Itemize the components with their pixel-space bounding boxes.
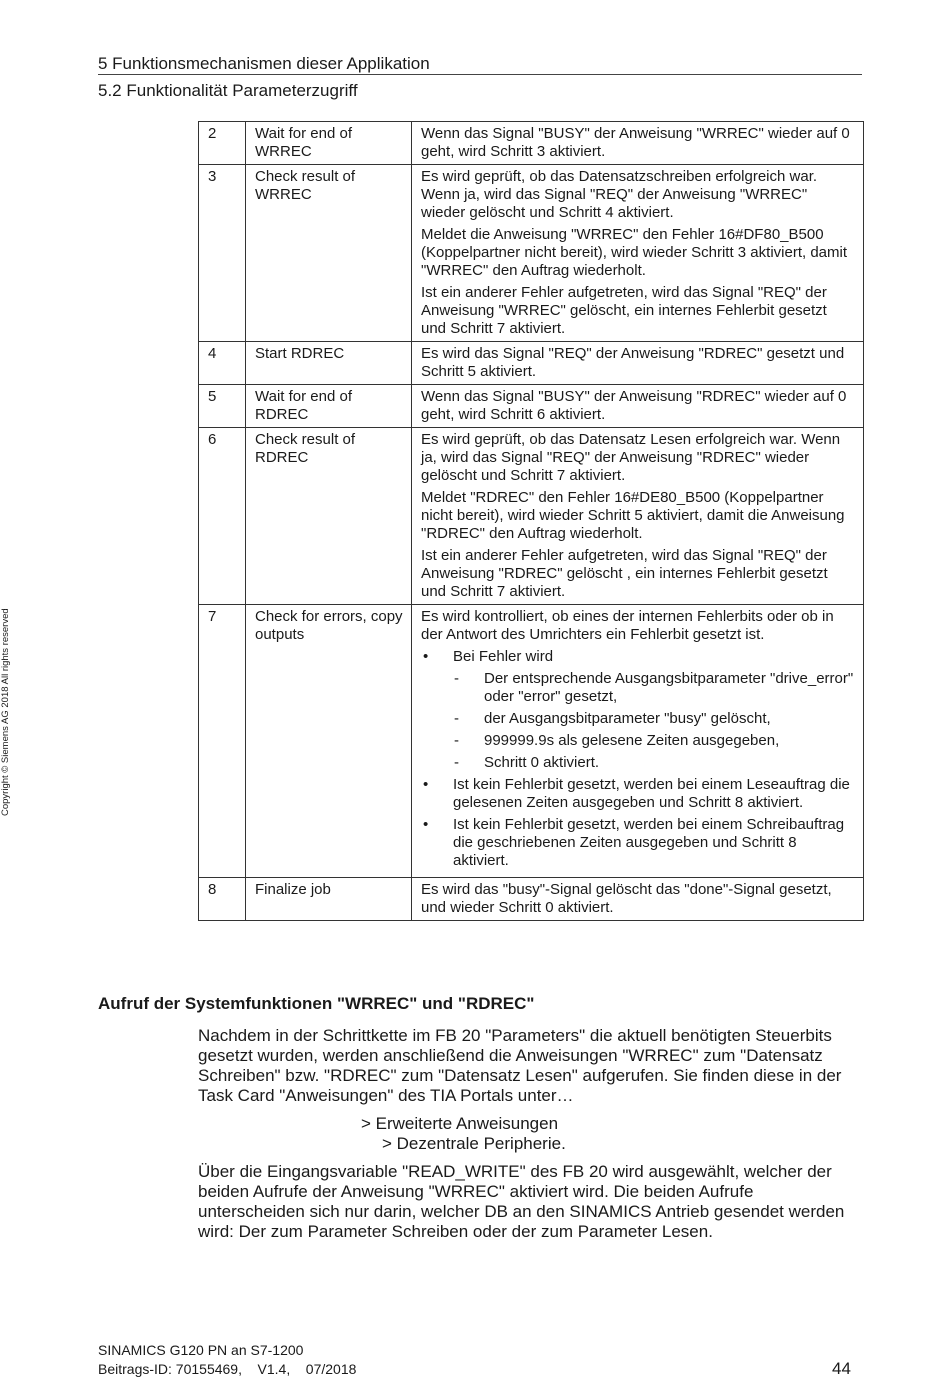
step-number: 5 <box>199 385 246 428</box>
sub-item <box>421 732 855 750</box>
sub-text: Der entsprechende Ausgangsbitparameter "drive_error" oder "error" gesetzt, <box>484 670 854 705</box>
footer-id: Beitrags-ID: 70155469, V1.4, 07/2018 <box>98 1361 357 1377</box>
step-paragraph: Ist ein anderer Fehler aufgetreten, wird das Signal "REQ" der Anweisung "RDREC" gelöscht , ein internes Fehlerbit gesetzt und Schritt 7 aktiviert. <box>421 547 828 600</box>
body-paragraph <box>198 1162 858 1242</box>
sub-text: der Ausgangsbitparameter "busy" gelöscht, <box>484 710 771 727</box>
bullet-text: Ist kein Fehlerbit gesetzt, werden bei einem Schreibauftrag die geschriebenen Zeiten ausgegeben und Schritt 8 aktiviert. <box>453 816 845 869</box>
sub-item <box>421 670 855 706</box>
dash-mark: - <box>454 732 459 749</box>
bullet-text: Ist kein Fehlerbit gesetzt, werden bei einem Leseauftrag die gelesenen Zeiten ausgegeben und Schritt 8 aktiviert. <box>453 776 850 811</box>
step-description <box>412 342 864 385</box>
step-description <box>412 878 864 921</box>
sub-item <box>421 710 855 728</box>
bullet-item <box>421 776 855 812</box>
menu-path-line: > Erweiterte Anweisungen <box>361 1114 559 1133</box>
section-heading: Aufruf der Systemfunktionen "WRREC" und "RDREC" <box>98 994 535 1013</box>
sub-text: 999999.9s als gelesene Zeiten ausgegeben, <box>484 732 780 749</box>
bullet-mark: • <box>423 648 429 665</box>
step-name: Wait for end of WRREC <box>246 122 412 165</box>
table-row <box>199 605 864 878</box>
step-paragraph: Ist ein anderer Fehler aufgetreten, wird das Signal "REQ" der Anweisung "WRREC" gelöscht, ein internes Fehlerbit gesetzt und Schritt 7 aktiviert. <box>421 284 827 337</box>
table-row <box>199 428 864 605</box>
bullet-item <box>421 816 855 870</box>
step-name: Wait for end of RDREC <box>246 385 412 428</box>
step-paragraph: Wenn das Signal "BUSY" der Anweisung "RDREC" wieder auf 0 geht, wird Schritt 6 aktiviert. <box>421 388 847 423</box>
step-paragraph: Meldet die Anweisung "WRREC" den Fehler 16#DF80_B500 (Koppelpartner nicht bereit), wird wieder Schritt 3 aktiviert, damit "WRREC" den Auftrag wiederholt. <box>421 226 848 279</box>
step-paragraph: Es wird geprüft, ob das Datensatz Lesen erfolgreich war. Wenn ja, wird das Signal "REQ" der Anweisung "RDREC" wieder gelöscht und Schritt 7 aktiviert. <box>421 431 841 484</box>
step-description <box>412 428 864 605</box>
step-number: 4 <box>199 342 246 385</box>
step-description <box>412 605 864 878</box>
step-paragraph: Wenn das Signal "BUSY" der Anweisung "WRREC" wieder auf 0 geht, wird Schritt 3 aktiviert. <box>421 125 850 160</box>
copyright-notice: Copyright © Siemens AG 2018 All rights reserved <box>0 608 11 816</box>
page-number: 44 <box>832 1359 851 1378</box>
step-paragraph: Es wird geprüft, ob das Datensatzschreiben erfolgreich war. Wenn ja, wird das Signal "REQ" der Anweisung "WRREC" wieder gelöscht und Schritt 4 aktiviert. <box>421 168 818 221</box>
step-number: 6 <box>199 428 246 605</box>
step-paragraph: Meldet "RDREC" den Fehler 16#DE80_B500 (Koppelpartner nicht bereit), wird wieder Schritt 5 aktiviert, damit die Anweisung "RDREC" den Auftrag wiederholt. <box>421 489 845 542</box>
dash-mark: - <box>454 710 459 727</box>
header-rule <box>98 74 862 75</box>
table-row <box>199 165 864 342</box>
step-name: Finalize job <box>246 878 412 921</box>
step-table <box>198 121 864 921</box>
table-row <box>199 342 864 385</box>
step-name: Check for errors, copy outputs <box>246 605 412 878</box>
bullet-text: Bei Fehler wird <box>453 648 554 665</box>
paragraph-text: Nachdem in der Schrittkette im FB 20 "Parameters" die aktuell benötigten Steuerbits gesetzt wurden, werden anschließend die Anweisungen "WRREC" zum "Datensatz Schreiben" bzw. "RDREC" zum "Datensatz Lesen" aufgerufen. Sie finden diese in der Task Card "Anweisungen" des TIA Portals unter… <box>198 1026 842 1105</box>
step-name: Check result of RDREC <box>246 428 412 605</box>
sub-text: Schritt 0 aktiviert. <box>484 754 600 771</box>
table-row <box>199 122 864 165</box>
step-description <box>412 165 864 342</box>
step-description <box>412 385 864 428</box>
sub-item <box>421 754 855 772</box>
step-number: 8 <box>199 878 246 921</box>
section-header: 5.2 Funktionalität Parameterzugriff <box>98 81 358 100</box>
paragraph-text: Über die Eingangsvariable "READ_WRITE" des FB 20 wird ausgewählt, welcher der beiden Aufrufe der Anweisung "WRREC" aktiviert wird. Die beiden Aufrufe unterscheiden sich nur darin, welcher DB an den SINAMICS Antrieb gesendet werden wird: Der zum Parameter Schreiben oder der zum Parameter Lesen. <box>198 1162 845 1241</box>
table-row <box>199 878 864 921</box>
body-paragraph <box>198 1026 858 1106</box>
step-paragraph: Es wird kontrolliert, ob eines der internen Fehlerbits oder ob in der Antwort des Umrichters ein Fehlerbit gesetzt ist. <box>421 608 834 643</box>
step-name: Check result of WRREC <box>246 165 412 342</box>
bullet-item <box>421 648 855 666</box>
step-name: Start RDREC <box>246 342 412 385</box>
step-number: 7 <box>199 605 246 878</box>
dash-mark: - <box>454 754 459 771</box>
step-number: 3 <box>199 165 246 342</box>
footer-title: SINAMICS G120 PN an S7-1200 <box>98 1342 304 1358</box>
step-paragraph: Es wird das Signal "REQ" der Anweisung "RDREC" gesetzt und Schritt 5 aktiviert. <box>421 345 845 380</box>
menu-path-line: > Dezentrale Peripherie. <box>382 1134 566 1153</box>
table-row <box>199 385 864 428</box>
step-paragraph: Es wird das "busy"-Signal gelöscht das "done"-Signal gesetzt, und wieder Schritt 0 aktiviert. <box>421 881 832 916</box>
bullet-mark: • <box>423 776 429 793</box>
dash-mark: - <box>454 670 459 687</box>
step-number: 2 <box>199 122 246 165</box>
bullet-mark: • <box>423 816 429 833</box>
step-description <box>412 122 864 165</box>
chapter-header: 5 Funktionsmechanismen dieser Applikation <box>98 54 430 73</box>
